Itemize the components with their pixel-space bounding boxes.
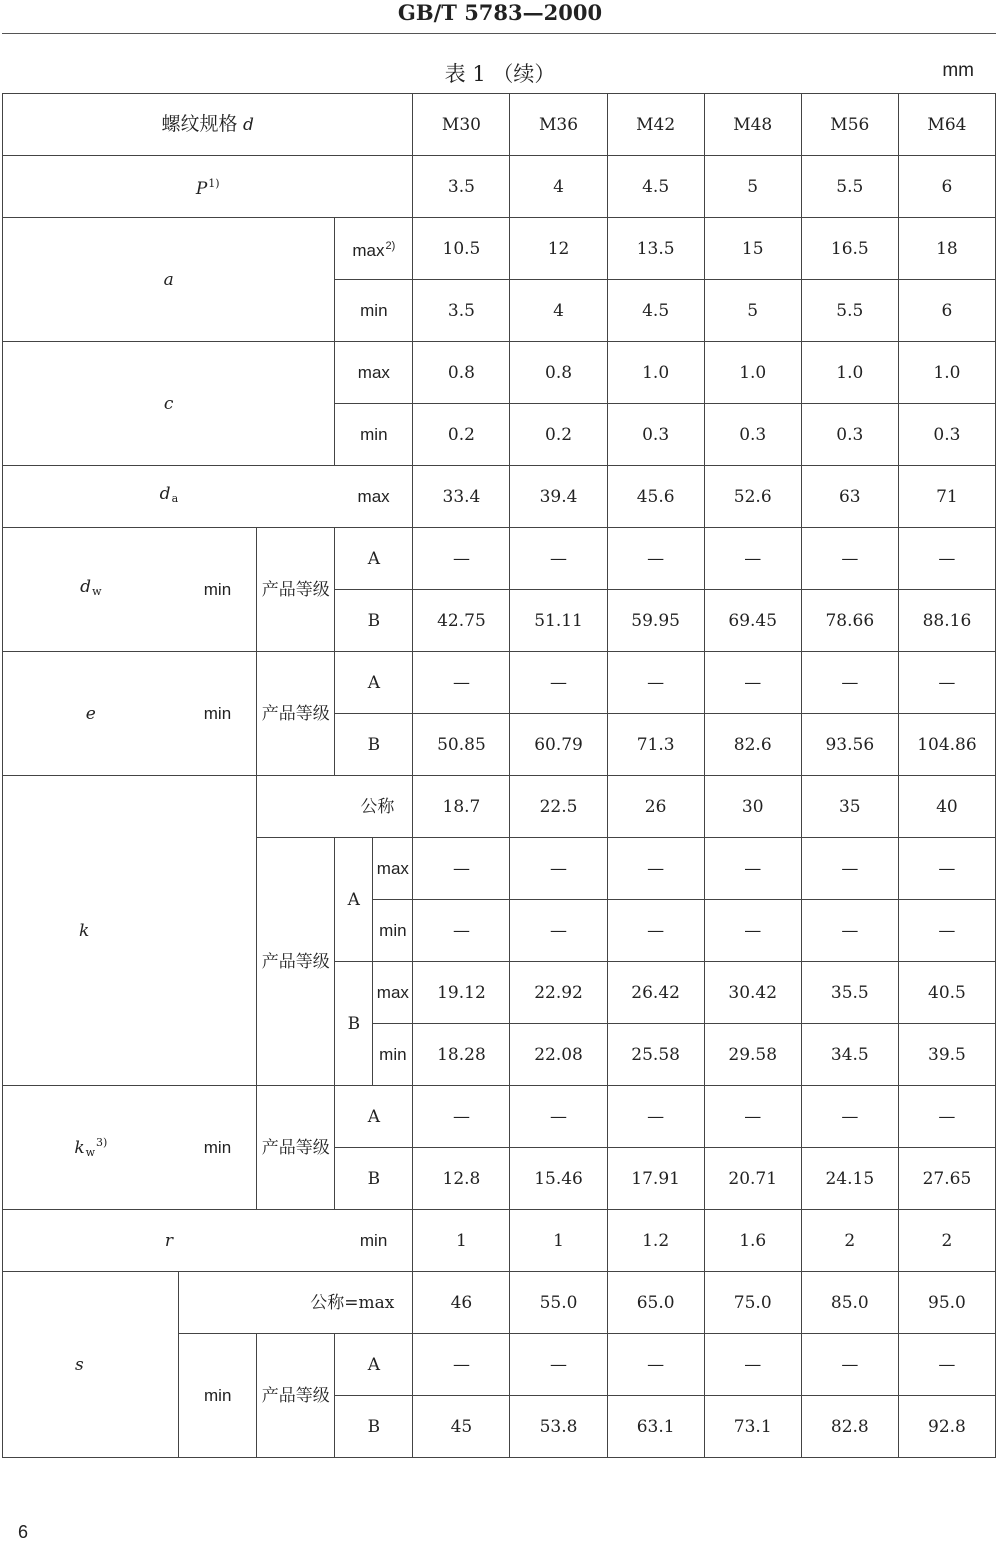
thread-size-row bbox=[3, 94, 996, 156]
cell: 35.5 bbox=[801, 962, 898, 1024]
cell: 55.0 bbox=[510, 1272, 607, 1334]
k-label: k bbox=[3, 776, 257, 1086]
max-label: max bbox=[373, 962, 413, 1024]
cell: 0.8 bbox=[413, 342, 510, 404]
cell: 4 bbox=[510, 156, 607, 218]
cell: 78.66 bbox=[801, 590, 898, 652]
cell: — bbox=[898, 838, 995, 900]
cell: — bbox=[704, 652, 801, 714]
a-label: a bbox=[3, 218, 335, 342]
da-label: $d_a$ bbox=[3, 466, 335, 528]
cell: 51.11 bbox=[510, 590, 607, 652]
cell: 30 bbox=[704, 776, 801, 838]
cell: 52.6 bbox=[704, 466, 801, 528]
cell: 15 bbox=[704, 218, 801, 280]
column-header: M56 bbox=[801, 94, 898, 156]
kw-a-row bbox=[3, 1086, 996, 1148]
s-label: s bbox=[3, 1272, 179, 1458]
cell: — bbox=[704, 900, 801, 962]
cell: 0.3 bbox=[607, 404, 704, 466]
column-header: M42 bbox=[607, 94, 704, 156]
cell: 25.58 bbox=[607, 1024, 704, 1086]
cell: 1.0 bbox=[704, 342, 801, 404]
cell: 95.0 bbox=[898, 1272, 995, 1334]
cell: 92.8 bbox=[898, 1396, 995, 1458]
dw-a-row bbox=[3, 528, 996, 590]
cell: 0.3 bbox=[801, 404, 898, 466]
cell: 18.7 bbox=[413, 776, 510, 838]
cell: — bbox=[898, 1334, 995, 1396]
cell: 82.8 bbox=[801, 1396, 898, 1458]
cell: — bbox=[607, 652, 704, 714]
cell: 39.5 bbox=[898, 1024, 995, 1086]
grade-b-label: B bbox=[335, 1148, 413, 1210]
min-label: min bbox=[179, 1334, 257, 1458]
cell: 88.16 bbox=[898, 590, 995, 652]
grade-b-label: B bbox=[335, 1396, 413, 1458]
cell: 1.2 bbox=[607, 1210, 704, 1272]
max-label: max bbox=[335, 342, 413, 404]
min-label: min bbox=[179, 528, 257, 652]
cell: — bbox=[607, 838, 704, 900]
cell: 71.3 bbox=[607, 714, 704, 776]
cell: — bbox=[801, 1086, 898, 1148]
cell: — bbox=[801, 838, 898, 900]
nominal-max-label: 公称=max bbox=[179, 1272, 413, 1334]
cell: 1.0 bbox=[607, 342, 704, 404]
cell: 4 bbox=[510, 280, 607, 342]
max-label: max bbox=[335, 466, 413, 528]
cell: 4.5 bbox=[607, 156, 704, 218]
cell: — bbox=[704, 838, 801, 900]
cell: — bbox=[607, 1334, 704, 1396]
cell: 24.15 bbox=[801, 1148, 898, 1210]
cell: — bbox=[413, 652, 510, 714]
cell: — bbox=[607, 528, 704, 590]
unit-label: mm bbox=[942, 60, 974, 81]
cell: 6 bbox=[898, 156, 995, 218]
nominal-label: 公称 bbox=[257, 776, 413, 838]
cell: — bbox=[607, 900, 704, 962]
grade-a-label: A bbox=[335, 1334, 413, 1396]
grade-b-label: B bbox=[335, 962, 373, 1086]
pitch-label: $P^{1)}$ bbox=[3, 156, 413, 218]
column-header: M64 bbox=[898, 94, 995, 156]
cell: 30.42 bbox=[704, 962, 801, 1024]
min-label: min bbox=[335, 404, 413, 466]
max-label: $\max^{2)}$ bbox=[335, 218, 413, 280]
table-caption: 表 1 （续） bbox=[444, 62, 556, 86]
s-nominal-row bbox=[3, 1272, 996, 1334]
cell: 50.85 bbox=[413, 714, 510, 776]
cell: 3.5 bbox=[413, 156, 510, 218]
cell: 22.92 bbox=[510, 962, 607, 1024]
cell: 33.4 bbox=[413, 466, 510, 528]
min-label: min bbox=[335, 280, 413, 342]
cell: — bbox=[413, 1334, 510, 1396]
cell: 65.0 bbox=[607, 1272, 704, 1334]
cell: 5 bbox=[704, 280, 801, 342]
cell: 40.5 bbox=[898, 962, 995, 1024]
cell: 3.5 bbox=[413, 280, 510, 342]
cell: 1.6 bbox=[704, 1210, 801, 1272]
grade-label: 产品等级 bbox=[257, 652, 335, 776]
cell: 2 bbox=[898, 1210, 995, 1272]
cell: 75.0 bbox=[704, 1272, 801, 1334]
cell: 1.0 bbox=[801, 342, 898, 404]
column-header: M48 bbox=[704, 94, 801, 156]
cell: — bbox=[898, 1086, 995, 1148]
min-label: min bbox=[373, 900, 413, 962]
cell: 2 bbox=[801, 1210, 898, 1272]
cell: 10.5 bbox=[413, 218, 510, 280]
cell: 53.8 bbox=[510, 1396, 607, 1458]
grade-a-label: A bbox=[335, 528, 413, 590]
k-nominal-row bbox=[3, 776, 996, 838]
standard-code: GB/T 5783—2000 bbox=[397, 0, 603, 25]
grade-label: 产品等级 bbox=[257, 838, 335, 1086]
cell: 16.5 bbox=[801, 218, 898, 280]
cell: 69.45 bbox=[704, 590, 801, 652]
cell: 85.0 bbox=[801, 1272, 898, 1334]
pitch-row bbox=[3, 156, 996, 218]
cell: 1 bbox=[413, 1210, 510, 1272]
cell: 45.6 bbox=[607, 466, 704, 528]
cell: 5.5 bbox=[801, 280, 898, 342]
kw-label: $k_w^{3)}$ bbox=[3, 1086, 179, 1210]
min-label: min bbox=[179, 1086, 257, 1210]
cell: — bbox=[704, 1334, 801, 1396]
grade-a-label: A bbox=[335, 838, 373, 962]
cell: — bbox=[898, 900, 995, 962]
cell: — bbox=[413, 528, 510, 590]
da-row bbox=[3, 466, 996, 528]
c-max-row bbox=[3, 342, 996, 404]
cell: — bbox=[898, 528, 995, 590]
cell: 42.75 bbox=[413, 590, 510, 652]
cell: 6 bbox=[898, 280, 995, 342]
cell: 1 bbox=[510, 1210, 607, 1272]
cell: 18 bbox=[898, 218, 995, 280]
cell: 34.5 bbox=[801, 1024, 898, 1086]
cell: 22.08 bbox=[510, 1024, 607, 1086]
cell: 0.2 bbox=[413, 404, 510, 466]
grade-label: 产品等级 bbox=[257, 1086, 335, 1210]
cell: 26.42 bbox=[607, 962, 704, 1024]
cell: 45 bbox=[413, 1396, 510, 1458]
cell: 73.1 bbox=[704, 1396, 801, 1458]
column-header: M36 bbox=[510, 94, 607, 156]
cell: — bbox=[413, 900, 510, 962]
cell: 0.3 bbox=[898, 404, 995, 466]
cell: 60.79 bbox=[510, 714, 607, 776]
cell: — bbox=[510, 1086, 607, 1148]
page-number: 6 bbox=[18, 1522, 29, 1542]
min-label: min bbox=[373, 1024, 413, 1086]
cell: — bbox=[704, 1086, 801, 1148]
cell: 39.4 bbox=[510, 466, 607, 528]
cell: 0.3 bbox=[704, 404, 801, 466]
cell: 1.0 bbox=[898, 342, 995, 404]
cell: 4.5 bbox=[607, 280, 704, 342]
cell: — bbox=[801, 652, 898, 714]
cell: 0.8 bbox=[510, 342, 607, 404]
cell: — bbox=[413, 1086, 510, 1148]
cell: — bbox=[510, 838, 607, 900]
min-label: min bbox=[335, 1210, 413, 1272]
cell: 46 bbox=[413, 1272, 510, 1334]
grade-a-label: A bbox=[335, 652, 413, 714]
cell: 27.65 bbox=[898, 1148, 995, 1210]
grade-label: 产品等级 bbox=[257, 1334, 335, 1458]
cell: 18.28 bbox=[413, 1024, 510, 1086]
cell: 12.8 bbox=[413, 1148, 510, 1210]
standard-header bbox=[0, 0, 1000, 34]
cell: 17.91 bbox=[607, 1148, 704, 1210]
cell: 71 bbox=[898, 466, 995, 528]
grade-label: 产品等级 bbox=[257, 528, 335, 652]
cell: 12 bbox=[510, 218, 607, 280]
cell: 59.95 bbox=[607, 590, 704, 652]
min-label: min bbox=[179, 652, 257, 776]
cell: 63.1 bbox=[607, 1396, 704, 1458]
cell: 29.58 bbox=[704, 1024, 801, 1086]
grade-b-label: B bbox=[335, 590, 413, 652]
cell: — bbox=[510, 652, 607, 714]
cell: 19.12 bbox=[413, 962, 510, 1024]
dw-label: $d_w$ bbox=[3, 528, 179, 652]
cell: — bbox=[801, 900, 898, 962]
cell: 5.5 bbox=[801, 156, 898, 218]
cell: — bbox=[510, 900, 607, 962]
cell: 22.5 bbox=[510, 776, 607, 838]
c-label: c bbox=[3, 342, 335, 466]
r-row bbox=[3, 1210, 996, 1272]
cell: — bbox=[801, 1334, 898, 1396]
cell: 82.6 bbox=[704, 714, 801, 776]
dimension-table bbox=[2, 93, 996, 1458]
cell: 20.71 bbox=[704, 1148, 801, 1210]
cell: 13.5 bbox=[607, 218, 704, 280]
cell: 0.2 bbox=[510, 404, 607, 466]
cell: 104.86 bbox=[898, 714, 995, 776]
grade-a-label: A bbox=[335, 1086, 413, 1148]
cell: 40 bbox=[898, 776, 995, 838]
grade-b-label: B bbox=[335, 714, 413, 776]
thread-spec-label: 螺纹规格 d bbox=[3, 94, 413, 156]
header-rule bbox=[2, 33, 996, 34]
cell: 63 bbox=[801, 466, 898, 528]
cell: 15.46 bbox=[510, 1148, 607, 1210]
cell: 5 bbox=[704, 156, 801, 218]
e-a-row bbox=[3, 652, 996, 714]
cell: — bbox=[801, 528, 898, 590]
a-max-row bbox=[3, 218, 996, 280]
e-label: e bbox=[3, 652, 179, 776]
cell: — bbox=[510, 1334, 607, 1396]
cell: — bbox=[413, 838, 510, 900]
cell: 35 bbox=[801, 776, 898, 838]
max-label: max bbox=[373, 838, 413, 900]
cell: — bbox=[704, 528, 801, 590]
column-header: M30 bbox=[413, 94, 510, 156]
cell: — bbox=[898, 652, 995, 714]
cell: — bbox=[607, 1086, 704, 1148]
cell: — bbox=[510, 528, 607, 590]
cell: 93.56 bbox=[801, 714, 898, 776]
cell: 26 bbox=[607, 776, 704, 838]
r-label: r bbox=[3, 1210, 335, 1272]
